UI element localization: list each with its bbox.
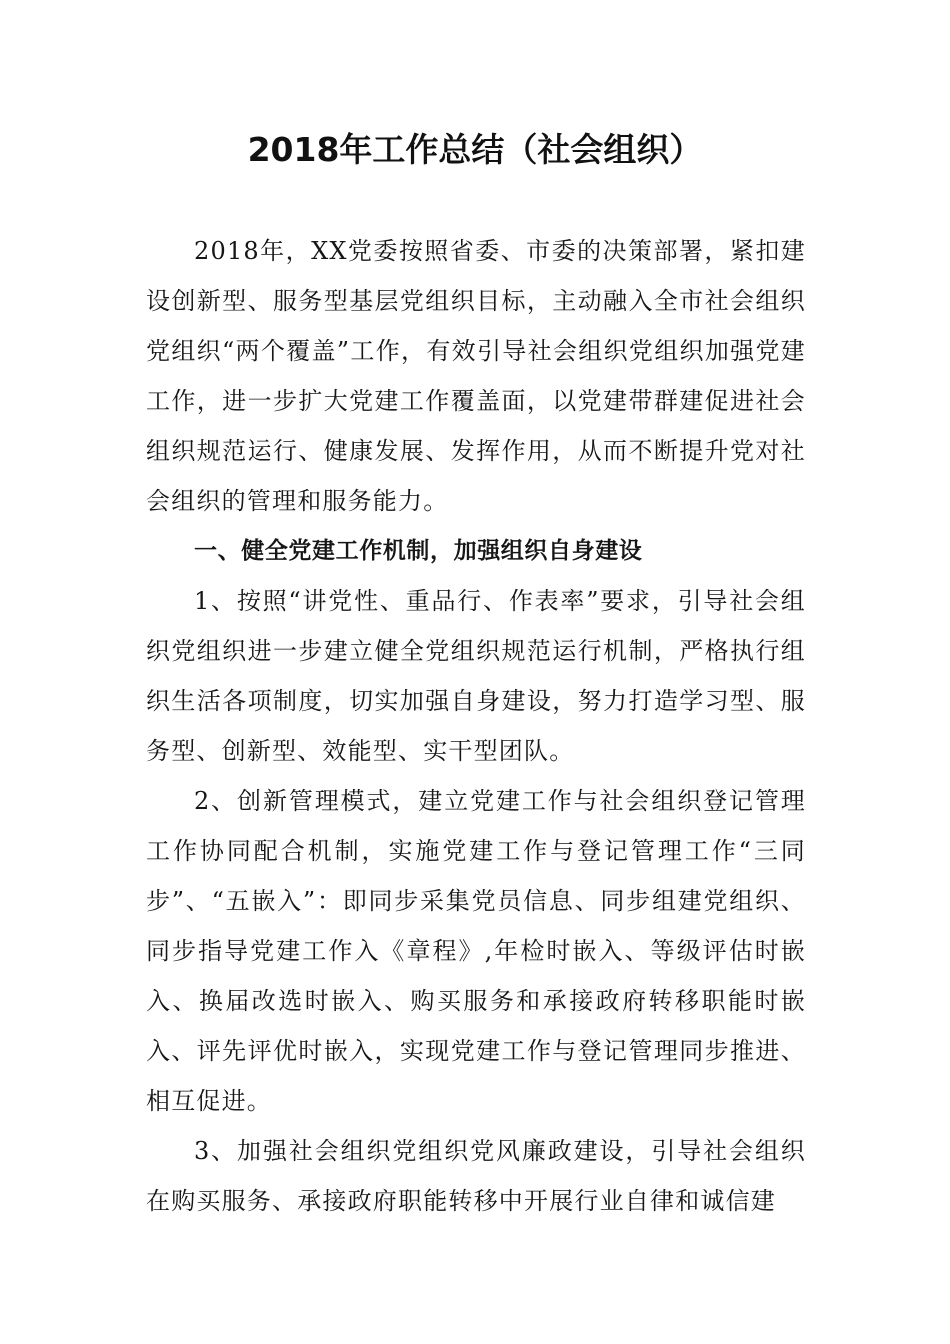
- page-title: 2018年工作总结（社会组织）: [247, 130, 703, 169]
- item-paragraph-3: 3、加强社会组织党组织党风廉政建设，引导社会组织在购买服务、承接政府职能转移中开展行业自律和诚信建: [146, 1137, 806, 1215]
- section-heading: 一、健全党建工作机制，加强组织自身建设: [194, 538, 643, 564]
- intro-paragraph: 2018年，XX党委按照省委、市委的决策部署，紧扣建设创新型、服务型基层党组织目标，主动融入全市社会组织党组织“两个覆盖”工作，有效引导社会组织党组织加强党建工作，进一步扩大党建工作覆盖面，以党建带群建促进社会组织规范运行、健康发展、发挥作用，从而不断提升党对社会组织的管理和服务能力。: [146, 237, 806, 515]
- document-body: [146, 226, 806, 1226]
- item-paragraph-2: 2、创新管理模式，建立党建工作与社会组织登记管理工作协同配合机制，实施党建工作与登记管理工作“三同步”、“五嵌入”：即同步采集党员信息、同步组建党组织、同步指导党建工作入《章程》,年检时嵌入、等级评估时嵌入、换届改选时嵌入、购买服务和承接政府转移职能时嵌入、评先评优时嵌入，实现党建工作与登记管理同步推进、相互促进。: [146, 787, 806, 1115]
- item-paragraph-1: 1、按照“讲党性、重品行、作表率”要求，引导社会组织党组织进一步建立健全党组织规范运行机制，严格执行组织生活各项制度，切实加强自身建设，努力打造学习型、服务型、创新型、效能型、实干型团队。: [146, 587, 806, 765]
